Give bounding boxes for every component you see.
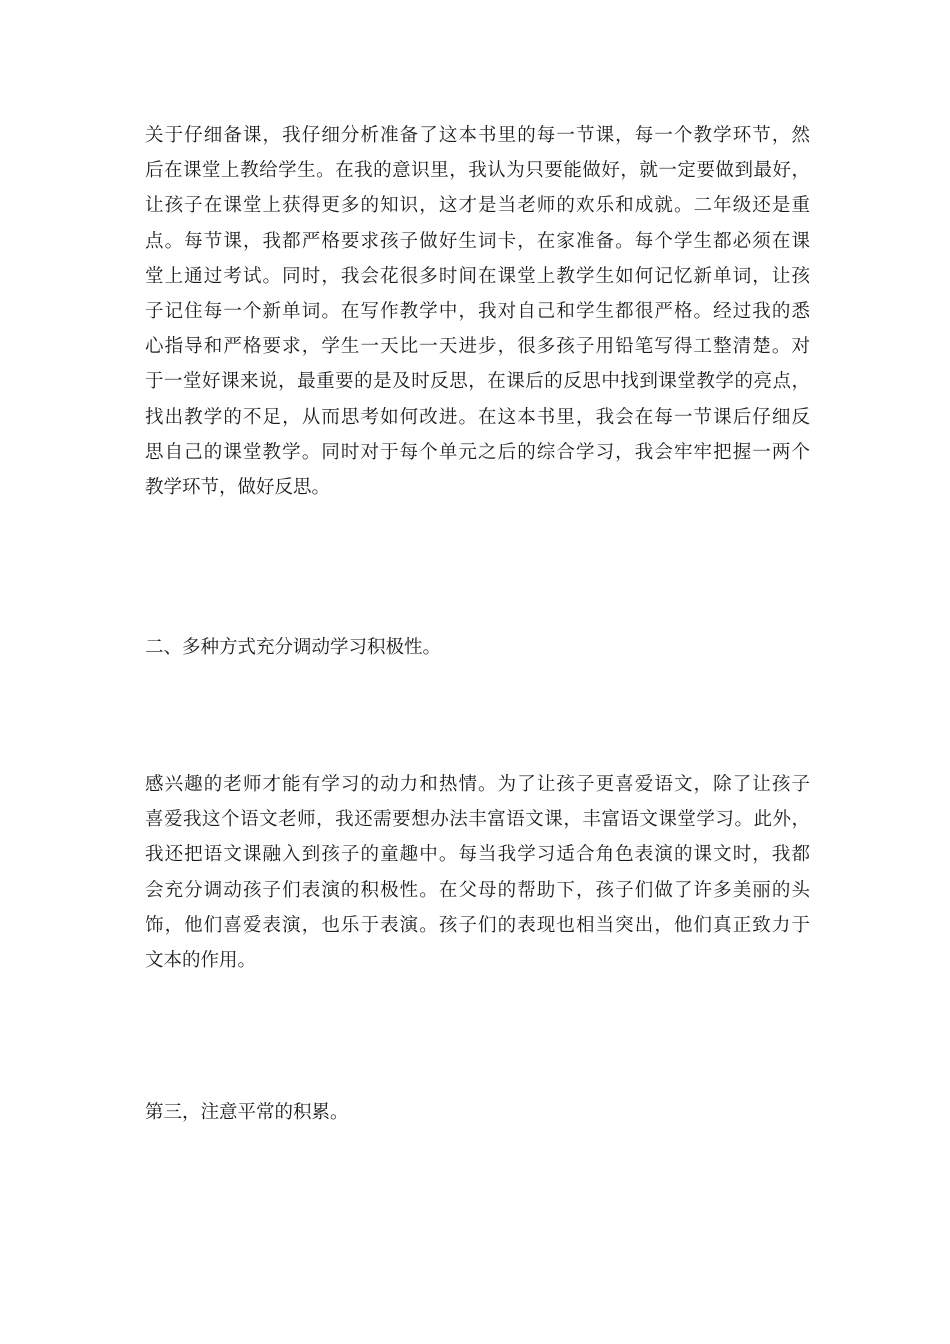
text-line: 点。每节课，我都严格要求孩子做好生词卡，在家准备。每个学生都必须在课: [145, 230, 810, 252]
text-line: 饰，他们喜爱表演，也乐于表演。孩子们的表现也相当突出，他们真正致力于: [145, 914, 810, 936]
text-line: 思自己的课堂教学。同时对于每个单元之后的综合学习，我会牢牢把握一两个: [145, 441, 810, 463]
text-line: 找出教学的不足，从而思考如何改进。在这本书里，我会在每一节课后仔细反: [145, 406, 810, 428]
text-line: 心指导和严格要求，学生一天比一天进步，很多孩子用铅笔写得工整清楚。对: [145, 336, 810, 358]
section-heading-2: [145, 630, 810, 665]
text-line: 我还把语文课融入到孩子的童趣中。每当我学习适合角色表演的课文时，我都: [145, 844, 810, 866]
heading-text: 二、多种方式充分调动学习积极性。: [145, 637, 442, 658]
paragraph-lesson-preparation: [145, 118, 810, 505]
text-line: 让孩子在课堂上获得更多的知识，这才是当老师的欢乐和成就。二年级还是重: [145, 195, 810, 217]
text-line: 关于仔细备课，我仔细分析准备了这本书里的每一节课，每一个教学环节，然: [145, 125, 810, 146]
text-line: 会充分调动孩子们表演的积极性。在父母的帮助下，孩子们做了许多美丽的头: [145, 879, 810, 901]
text-line: 教学环节，做好反思。: [145, 477, 331, 499]
text-line: 喜爱我这个语文老师，我还需要想办法丰富语文课，丰富语文课堂学习。此外，: [145, 809, 810, 831]
section-heading-3: [145, 1095, 810, 1130]
text-line: 后在课堂上教给学生。在我的意识里，我认为只要能做好，就一定要做到最好，: [145, 160, 810, 182]
text-line: 于一堂好课来说，最重要的是及时反思，在课后的反思中找到课堂教学的亮点，: [145, 371, 810, 393]
paragraph-interest: [145, 767, 810, 978]
text-line: 堂上通过考试。同时，我会花很多时间在课堂上教学生如何记忆新单词，让孩: [145, 265, 810, 287]
heading-text: 第三，注意平常的积累。: [145, 1102, 349, 1123]
text-line: 感兴趣的老师才能有学习的动力和热情。为了让孩子更喜爱语文，除了让孩子: [145, 774, 810, 795]
text-line: 文本的作用。: [145, 950, 257, 972]
text-line: 子记住每一个新单词。在写作教学中，我对自己和学生都很严格。经过我的悉: [145, 301, 810, 323]
